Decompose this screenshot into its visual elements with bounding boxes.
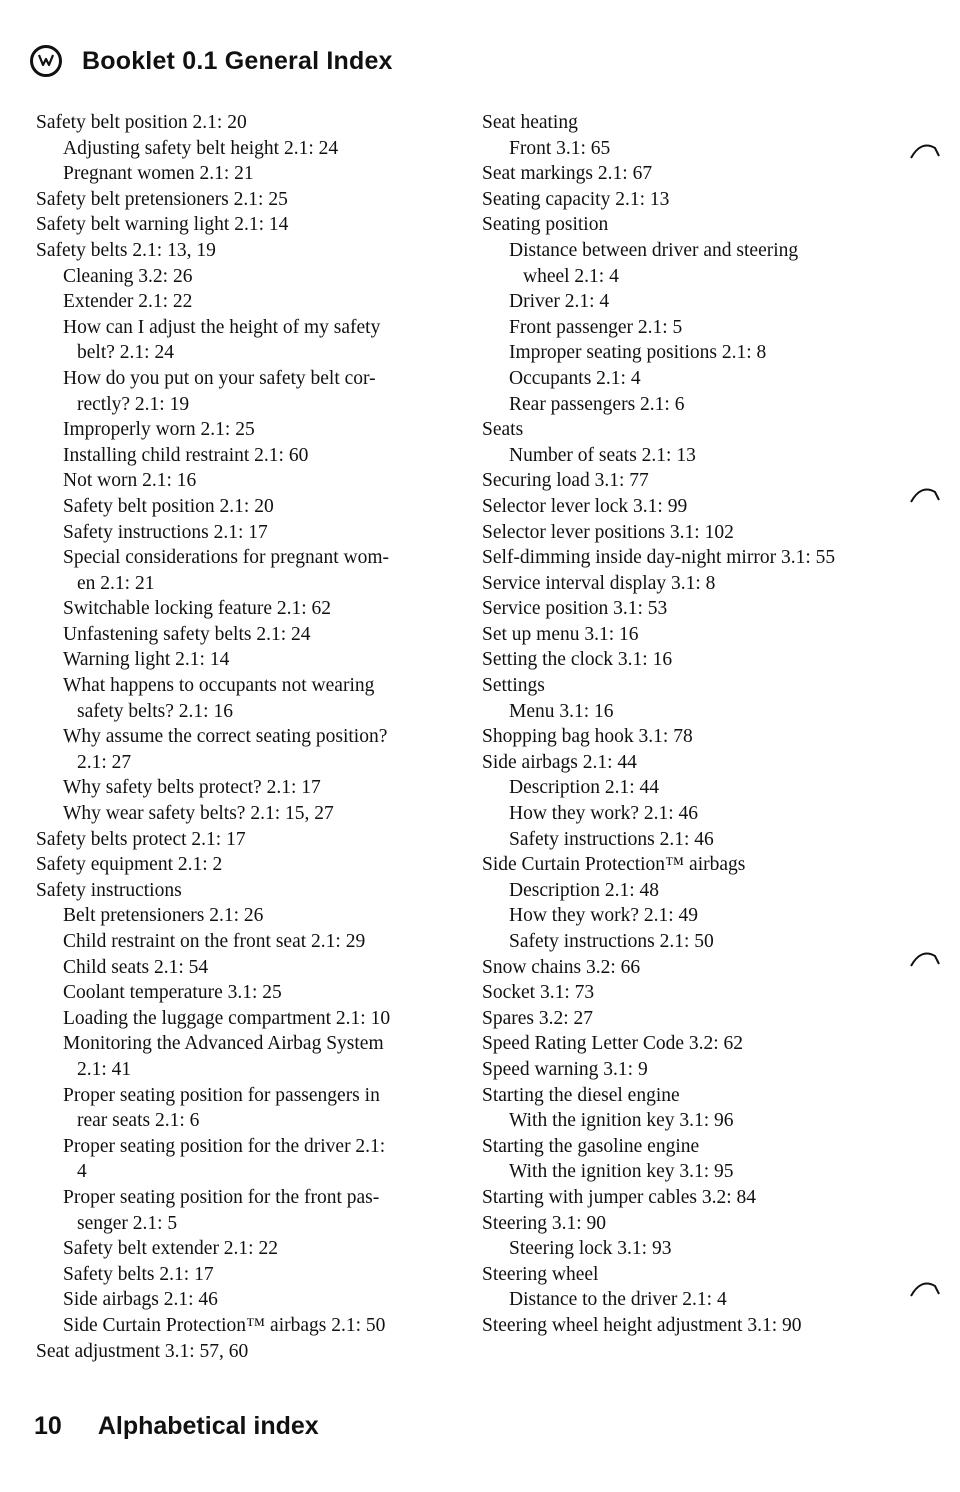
margin-mark-icon xyxy=(905,482,945,506)
index-entry-text: Cleaning 3.2: 26 xyxy=(63,265,193,287)
index-subentry xyxy=(36,955,446,981)
index-entry-text: With the ignition key 3.1: 96 xyxy=(509,1110,734,1132)
index-subentry xyxy=(36,1031,446,1082)
index-entry xyxy=(36,1339,446,1365)
index-entry-text: Safety instructions 2.1: 46 xyxy=(509,828,714,850)
index-entry-text: Side airbags 2.1: 44 xyxy=(482,751,637,773)
index-subentry xyxy=(36,136,446,162)
index-entry-text: Safety belt warning light 2.1: 14 xyxy=(36,214,289,236)
index-entry xyxy=(482,852,892,878)
index-entry-text: Seat adjustment 3.1: 57, 60 xyxy=(36,1340,249,1362)
index-entry-text: Safety belts protect 2.1: 17 xyxy=(36,828,246,850)
index-entry-text: Monitoring the Advanced Airbag System xyxy=(63,1033,384,1055)
index-subentry xyxy=(36,1083,446,1134)
index-entry-text: Why safety belts protect? 2.1: 17 xyxy=(63,777,321,799)
index-entry-text: belt? 2.1: 24 xyxy=(77,342,174,364)
index-entry-text: senger 2.1: 5 xyxy=(77,1212,178,1234)
index-subentry xyxy=(36,1262,446,1288)
index-entry-text: How they work? 2.1: 46 xyxy=(509,803,699,825)
index-entry-text: 2.1: 41 xyxy=(77,1058,132,1080)
index-entry-text: Driver 2.1: 4 xyxy=(509,291,610,313)
index-entry-text: Safety belts 2.1: 13, 19 xyxy=(36,239,216,261)
index-entry-text: Distance between driver and steering xyxy=(509,239,799,261)
index-entry-text: Seating capacity 2.1: 13 xyxy=(482,188,670,210)
index-entry xyxy=(482,1031,892,1057)
index-entry-text: Safety instructions xyxy=(36,879,182,901)
index-subentry xyxy=(482,340,892,366)
page-footer xyxy=(34,1412,319,1441)
index-entry-text: Menu 3.1: 16 xyxy=(509,700,614,722)
index-entry xyxy=(36,852,446,878)
index-subentry xyxy=(482,775,892,801)
index-entry-text: Front 3.1: 65 xyxy=(509,137,611,159)
index-subentry xyxy=(36,673,446,724)
index-subentry xyxy=(482,1108,892,1134)
index-entry xyxy=(482,1083,892,1109)
index-entry-text: Steering lock 3.1: 93 xyxy=(509,1238,672,1260)
index-entry xyxy=(482,520,892,546)
index-entry-text: Proper seating position for the front pas- xyxy=(63,1186,380,1208)
index-entry xyxy=(482,1134,892,1160)
index-entry-text: How do you put on your safety belt cor- xyxy=(63,367,376,389)
margin-mark-icon xyxy=(905,946,945,970)
index-entry xyxy=(482,161,892,187)
index-entry xyxy=(482,212,892,238)
index-subentry xyxy=(36,801,446,827)
index-subentry xyxy=(36,264,446,290)
index-entry-text: Self-dimming inside day-night mirror 3.1: 55 xyxy=(482,547,836,569)
index-entry-text: Front passenger 2.1: 5 xyxy=(509,316,683,338)
index-entry xyxy=(482,596,892,622)
index-entry-text: Pregnant women 2.1: 21 xyxy=(63,163,254,185)
index-entry-text: Why wear safety belts? 2.1: 15, 27 xyxy=(63,803,334,825)
index-entry-text: Seats xyxy=(482,419,524,441)
index-entry-text: Steering 3.1: 90 xyxy=(482,1212,607,1234)
index-entry-text: Seat markings 2.1: 67 xyxy=(482,163,653,185)
index-entry xyxy=(482,1185,892,1211)
index-entry-text: Settings xyxy=(482,675,545,697)
index-subentry xyxy=(482,801,892,827)
index-entry-text: Starting the gasoline engine xyxy=(482,1135,700,1157)
index-entry-text: 2.1: 27 xyxy=(77,751,132,773)
index-entry xyxy=(482,1057,892,1083)
index-entry xyxy=(482,110,892,136)
index-entry-text: Installing child restraint 2.1: 60 xyxy=(63,444,309,466)
index-entry-text: Safety equipment 2.1: 2 xyxy=(36,854,223,876)
index-entry-text: Special considerations for pregnant wom- xyxy=(63,547,389,569)
vw-logo-icon xyxy=(30,45,62,77)
index-subentry xyxy=(36,417,446,443)
index-subentry xyxy=(36,1134,446,1185)
index-entry-text: Unfastening safety belts 2.1: 24 xyxy=(63,623,311,645)
index-subentry xyxy=(36,520,446,546)
index-entry-text: Spares 3.2: 27 xyxy=(482,1007,594,1029)
index-subentry xyxy=(36,622,446,648)
index-entry-text: Not worn 2.1: 16 xyxy=(63,470,197,492)
index-entry-text: Selector lever lock 3.1: 99 xyxy=(482,495,688,517)
index-entry-text: Socket 3.1: 73 xyxy=(482,982,595,1004)
index-subentry xyxy=(36,315,446,366)
index-entry-text: Description 2.1: 44 xyxy=(509,777,660,799)
index-subentry xyxy=(36,775,446,801)
index-entry xyxy=(482,468,892,494)
index-entry xyxy=(36,212,446,238)
index-entry-text: wheel 2.1: 4 xyxy=(523,265,619,287)
index-entry xyxy=(482,750,892,776)
index-entry-text: Improper seating positions 2.1: 8 xyxy=(509,342,767,364)
index-subentry xyxy=(36,289,446,315)
index-entry-text: Child seats 2.1: 54 xyxy=(63,956,209,978)
index-entry xyxy=(36,238,446,264)
index-subentry xyxy=(36,161,446,187)
index-subentry xyxy=(36,443,446,469)
index-entry-text: Setting the clock 3.1: 16 xyxy=(482,649,673,671)
margin-scan-marks xyxy=(905,0,955,1492)
index-entry-text: Starting the diesel engine xyxy=(482,1084,680,1106)
index-entry-text: rear seats 2.1: 6 xyxy=(77,1110,200,1132)
index-entry xyxy=(482,1262,892,1288)
page-number: 10 xyxy=(34,1412,62,1440)
index-entry-text: Child restraint on the front seat 2.1: 29 xyxy=(63,931,366,952)
index-subentry xyxy=(36,647,446,673)
index-entry-text: Proper seating position for passengers in xyxy=(63,1084,380,1106)
index-entry-text: Why assume the correct seating position? xyxy=(63,726,388,748)
index-subentry xyxy=(482,827,892,853)
index-entry-text: Safety belts 2.1: 17 xyxy=(63,1263,214,1285)
index-entry xyxy=(482,622,892,648)
index-entry-text: With the ignition key 3.1: 95 xyxy=(509,1161,734,1183)
index-subentry xyxy=(482,443,892,469)
index-subentry xyxy=(36,596,446,622)
index-entry-text: Steering wheel height adjustment 3.1: 90 xyxy=(482,1314,802,1336)
index-entry-text: Seat heating xyxy=(482,112,578,133)
index-subentry xyxy=(482,699,892,725)
index-column-left xyxy=(36,110,446,1364)
index-entry xyxy=(482,545,892,571)
index-entry-text: Proper seating position for the driver 2.1: xyxy=(63,1135,386,1157)
index-column-right xyxy=(482,110,892,1339)
index-entry-text: Belt pretensioners 2.1: 26 xyxy=(63,905,264,927)
index-entry-text: Speed warning 3.1: 9 xyxy=(482,1058,648,1080)
index-entry-text: rectly? 2.1: 19 xyxy=(77,393,190,415)
index-entry-text: Securing load 3.1: 77 xyxy=(482,470,649,492)
index-entry-text: Seating position xyxy=(482,214,609,236)
index-subentry xyxy=(36,1006,446,1032)
index-subentry xyxy=(36,980,446,1006)
index-entry-text: Steering wheel xyxy=(482,1263,599,1285)
index-entry-text: en 2.1: 21 xyxy=(77,572,155,594)
index-entry xyxy=(482,494,892,520)
index-subentry xyxy=(482,1159,892,1185)
index-entry-text: Description 2.1: 48 xyxy=(509,879,660,901)
index-entry-text: Side airbags 2.1: 46 xyxy=(63,1289,218,1311)
index-entry-text: Extender 2.1: 22 xyxy=(63,291,193,313)
index-entry-text: Loading the luggage compartment 2.1: 10 xyxy=(63,1007,391,1029)
index-subentry xyxy=(36,724,446,775)
index-entry xyxy=(482,980,892,1006)
index-subentry xyxy=(36,1313,446,1339)
index-subentry xyxy=(482,366,892,392)
index-entry-text: Service position 3.1: 53 xyxy=(482,598,668,620)
index-entry-text: safety belts? 2.1: 16 xyxy=(77,700,233,722)
index-entry xyxy=(36,110,446,136)
index-entry xyxy=(482,1006,892,1032)
index-subentry xyxy=(482,1287,892,1313)
index-entry-text: Side Curtain Protection™ airbags 2.1: 50 xyxy=(63,1314,386,1336)
index-subentry xyxy=(36,545,446,596)
index-subentry xyxy=(36,366,446,417)
index-entry-text: Set up menu 3.1: 16 xyxy=(482,623,639,645)
index-subentry xyxy=(482,1236,892,1262)
page-title: Booklet 0.1 General Index xyxy=(82,46,393,75)
index-subentry xyxy=(36,494,446,520)
index-entry-text: Adjusting safety belt height 2.1: 24 xyxy=(63,137,339,159)
index-entry-text: Switchable locking feature 2.1: 62 xyxy=(63,598,332,620)
index-subentry xyxy=(36,903,446,929)
index-entry-text: Speed Rating Letter Code 3.2: 62 xyxy=(482,1033,744,1055)
index-entry xyxy=(482,187,892,213)
index-entry xyxy=(482,647,892,673)
index-subentry xyxy=(36,1185,446,1236)
index-entry-text: Rear passengers 2.1: 6 xyxy=(509,393,685,415)
index-entry-text: Warning light 2.1: 14 xyxy=(63,649,230,671)
index-entry-text: Coolant temperature 3.1: 25 xyxy=(63,982,282,1004)
index-entry xyxy=(482,417,892,443)
index-entry-text: Safety belt position 2.1: 20 xyxy=(63,495,274,517)
index-entry-text: Occupants 2.1: 4 xyxy=(509,367,641,389)
index-subentry xyxy=(482,929,892,955)
index-entry-text: Shopping bag hook 3.1: 78 xyxy=(482,726,693,748)
index-entry-text: How they work? 2.1: 49 xyxy=(509,905,699,927)
index-subentry xyxy=(36,468,446,494)
index-entry-text: What happens to occupants not wearing xyxy=(63,675,375,697)
index-subentry xyxy=(36,929,446,955)
index-entry-text: Safety belt extender 2.1: 22 xyxy=(63,1238,278,1260)
index-subentry xyxy=(482,289,892,315)
index-entry-text: 4 xyxy=(77,1161,87,1183)
index-entry-text: How can I adjust the height of my safety xyxy=(63,316,381,338)
index-entry-text: Starting with jumper cables 3.2: 84 xyxy=(482,1186,757,1208)
index-subentry xyxy=(482,903,892,929)
page-header xyxy=(30,44,393,78)
index-entry xyxy=(482,1211,892,1237)
index-entry-text: Safety belt pretensioners 2.1: 25 xyxy=(36,188,288,210)
index-entry-text: Distance to the driver 2.1: 4 xyxy=(509,1289,727,1311)
index-entry xyxy=(482,673,892,699)
margin-mark-icon xyxy=(905,1276,945,1300)
index-entry-text: Snow chains 3.2: 66 xyxy=(482,956,641,978)
index-entry-text: Selector lever positions 3.1: 102 xyxy=(482,521,734,543)
index-subentry xyxy=(482,878,892,904)
index-entry xyxy=(36,878,446,904)
index-subentry xyxy=(36,1236,446,1262)
index-subentry xyxy=(482,136,892,162)
index-entry-text: Safety instructions 2.1: 50 xyxy=(509,931,714,952)
index-entry xyxy=(482,724,892,750)
index-subentry xyxy=(36,1287,446,1313)
index-entry xyxy=(482,1313,892,1339)
index-subentry xyxy=(482,238,892,289)
index-subentry xyxy=(482,315,892,341)
index-entry xyxy=(482,955,892,981)
index-entry xyxy=(36,187,446,213)
index-entry-text: Safety belt position 2.1: 20 xyxy=(36,112,247,133)
index-entry-text: Side Curtain Protection™ airbags xyxy=(482,854,746,876)
index-entry-text: Service interval display 3.1: 8 xyxy=(482,572,716,594)
margin-mark-icon xyxy=(905,138,945,162)
footer-section-title: Alphabetical index xyxy=(97,1412,319,1440)
index-entry xyxy=(482,571,892,597)
index-entry-text: Number of seats 2.1: 13 xyxy=(509,444,696,466)
index-subentry xyxy=(482,392,892,418)
index-entry xyxy=(36,827,446,853)
index-entry-text: Improperly worn 2.1: 25 xyxy=(63,419,255,441)
index-entry-text: Safety instructions 2.1: 17 xyxy=(63,521,268,543)
